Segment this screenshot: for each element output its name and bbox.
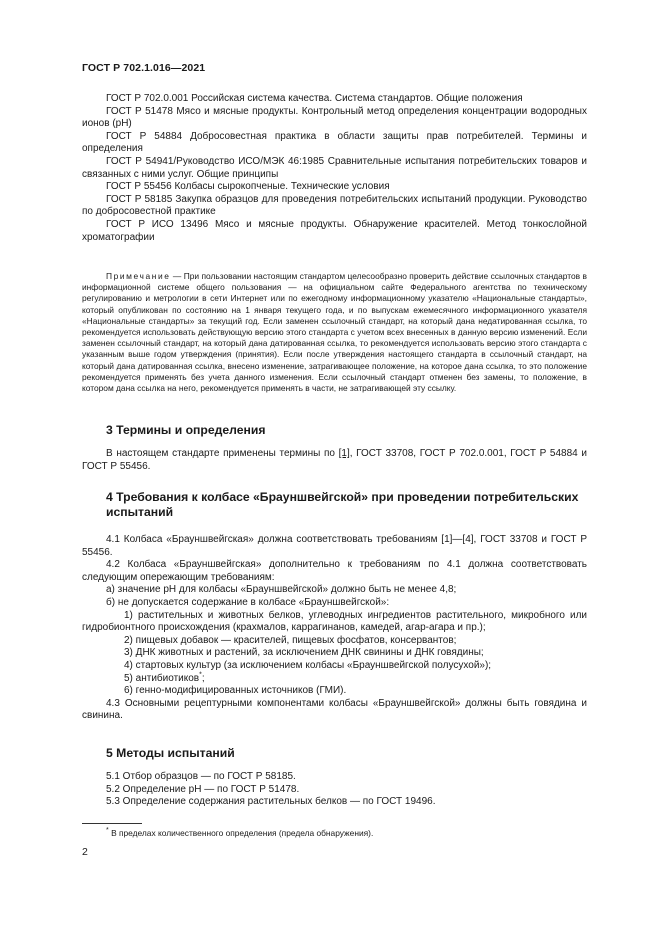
clause-4-3: 4.3 Основными рецептурными компонентами колбасы «Брауншвейгской» должны быть говядина и свинина. xyxy=(82,697,587,722)
item-a: а) значение рН для колбасы «Брауншвейгской» должно быть не менее 4,8; xyxy=(106,584,457,596)
clause-5-3: 5.3 Определение содержания растительных белков — по ГОСТ 19496. xyxy=(106,796,436,808)
subitem-1: 1) растительных и животных белков, углеводных ингредиентов растительного, микробного или гидробионтного происхождения (крахмалов, каррагинанов, камедей, агар-агара и пр.); xyxy=(82,609,587,634)
clause-4-2: 4.2 Колбаса «Брауншвейгская» дополнительно к требованиям по 4.1 должна соответствовать следующим опережающим требованиям: xyxy=(82,559,587,583)
page-number: 2 xyxy=(82,846,88,858)
footnote xyxy=(106,828,373,839)
section-3-text-start: В настоящем стандарте применены термины по xyxy=(106,448,339,459)
subitem-5-end: ; xyxy=(201,672,205,684)
note-paragraph xyxy=(82,271,587,394)
subitem-4: 4) стартовых культур (за исключением колбасы «Брауншвейгской полусухой»); xyxy=(124,659,492,671)
reference-item: ГОСТ Р 702.0.001 Российская система качества. Система стандартов. Общие положения xyxy=(106,93,523,104)
section-5 xyxy=(82,746,587,809)
clause-5-2: 5.2 Определение рН — по ГОСТ Р 51478. xyxy=(106,783,300,795)
section-4 xyxy=(82,490,587,723)
reference-item: ГОСТ Р 58185 Закупка образцов для проведения потребительских испытаний продукции. Руководство по добросовестной практике xyxy=(82,193,587,218)
subitem-6: 6) генно-модифицированных источников (ГМИ). xyxy=(124,685,347,697)
footnote-marker: * xyxy=(199,671,202,679)
reference-item: ГОСТ Р 51478 Мясо и мясные продукты. Контрольный метод определения концентрации водородных ионов (рН) xyxy=(82,105,587,130)
note-label: Примечание xyxy=(106,271,171,281)
section-3 xyxy=(82,423,587,473)
reference-item: ГОСТ Р 54941/Руководство ИСО/МЭК 46:1985 Сравнительные испытания потребительских товаров и связанных с ними услуг. Общие принципы xyxy=(82,155,587,180)
footnote-divider xyxy=(82,823,142,824)
subitem-5-text: 5) антибиотиков xyxy=(124,672,200,684)
note-block xyxy=(82,271,587,394)
clause-4-1: 4.1 Колбаса «Брауншвейгская» должна соответствовать требованиям [1]—[4], ГОСТ 33708 и ГОСТ Р 55456. xyxy=(82,534,587,558)
subitem-3: 3) ДНК животных и растений, за исключением ДНК свинины и ДНК говядины; xyxy=(124,647,484,659)
section-3-text-end: , ГОСТ 33708, ГОСТ Р 702.0.001, ГОСТ Р 54884 и ГОСТ Р 55456. xyxy=(82,448,587,472)
running-header-doc-code: ГОСТ Р 702.1.016—2021 xyxy=(82,62,206,74)
item-b: б) не допускается содержание в колбасе «Брауншвейгской»: xyxy=(106,596,390,608)
subitem-2: 2) пищевых добавок — красителей, пищевых фосфатов, консервантов; xyxy=(124,634,457,646)
references-list xyxy=(82,93,587,244)
reference-item: ГОСТ Р 55456 Колбасы сырокопченые. Технические условия xyxy=(106,181,390,193)
footnote-mark: * xyxy=(106,827,109,835)
section-3-title: 3 Термины и определения xyxy=(106,423,266,437)
section-5-title: 5 Методы испытаний xyxy=(106,746,235,760)
section-3-paragraph xyxy=(82,448,587,473)
footnote-text: В пределах количественного определения (предела обнаружения). xyxy=(111,828,374,838)
reference-item: ГОСТ Р ИСО 13496 Мясо и мясные продукты. Обнаружение красителей. Метод тонкослойной хроматографии xyxy=(82,218,587,243)
subitem-5 xyxy=(82,673,587,686)
reference-item: ГОСТ Р 54884 Добросовестная практика в области защиты прав потребителей. Термины и определения xyxy=(82,130,587,155)
bibliography-link[interactable]: [1] xyxy=(338,448,350,459)
note-text: — При пользовании настоящим стандартом целесообразно проверить действие ссылочных стандартов в информационной системе общего пользования — на официальном сайте Федерального агентства по техническому регулированию и метрологии в сети Интернет или по ежегодному информационному указателю «Национальные стандарты», который опубликован по состоянию на 1 января текущего года, и по выпускам ежемесячного информационного указателя «Национальные стандарты» за текущий год. Если заменен ссылочный стандарт, на который дана недатированная ссылка, то рекомендуется использовать действующую версию этого стандарта с учетом всех внесенных в данную версию изменений. Если заменен ссылочный стандарт, на который дана датированная ссылка, то рекомендуется использовать версию этого стандарта с указанным выше годом утверждения (принятия). Если после утверждения настоящего стандарта в ссылочный стандарт, на который дана датированная ссылка, внесено изменение, затрагивающее положение, на которое дана ссылка, то это положение рекомендуется применять без учета данного изменения. Если ссылочный стандарт отменен без замены, то положение, в котором дана ссылка на него, рекомендуется применять в части, не затрагивающей эту ссылку. xyxy=(82,271,587,394)
clause-5-1: 5.1 Отбор образцов — по ГОСТ Р 58185. xyxy=(106,771,296,782)
section-4-title: 4 Требования к колбасе «Брауншвейгской» при проведении потребительских испытаний xyxy=(106,490,579,519)
